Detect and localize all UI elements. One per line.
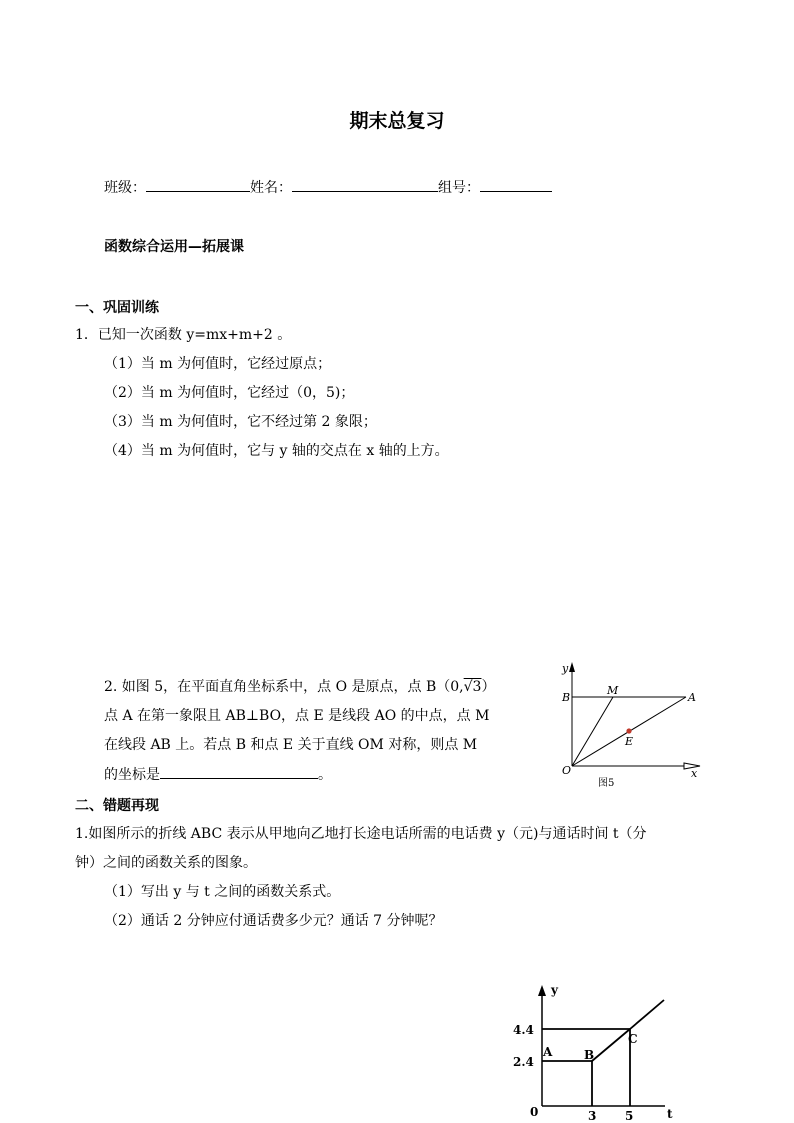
section-2-heading: 二、错题再现 — [75, 798, 159, 814]
ytick-2-4: 2.4 — [513, 1055, 534, 1069]
header-info-line — [104, 177, 552, 198]
xtick-3: 3 — [588, 1109, 597, 1123]
graph-y-label: y — [551, 983, 558, 997]
q1-part-3: （3）当 m 为何值时，它不经过第 2 象限； — [104, 414, 377, 430]
fig5-x-label: x — [691, 767, 698, 780]
q2-line-3: 在线段 AB 上。若点 B 和点 E 关于直线 OM 对称，则点 M — [104, 737, 478, 753]
fig5-label-a: A — [688, 691, 696, 704]
fig5-y-arrow — [569, 662, 575, 672]
group-blank[interactable] — [480, 177, 552, 192]
xtick-5: 5 — [625, 1109, 634, 1123]
sqrt-three: √3 — [463, 679, 482, 695]
phone-fee-graph — [500, 982, 690, 1123]
xtick-0: 0 — [530, 1105, 539, 1119]
fig5-label-e: E — [625, 735, 634, 748]
q2-line-2: 点 A 在第一象限且 AB⊥BO，点 E 是线段 AO 的中点，点 M — [104, 708, 490, 724]
graph-t-label: t — [667, 1107, 673, 1121]
class-blank[interactable] — [146, 177, 250, 192]
q2-line-1-close: ） — [481, 679, 496, 695]
segment-bc — [592, 1029, 630, 1061]
ray-after-c — [630, 1000, 664, 1029]
q2-line-4 — [104, 764, 332, 785]
name-blank[interactable] — [292, 177, 438, 192]
q1-part-1: （1）当 m 为何值时，它经过原点； — [104, 356, 332, 372]
s2-q1-part-1: （1）写出 y 与 t 之间的函数关系式。 — [104, 884, 341, 900]
s2-q1-part-2: （2）通话 2 分钟应付通话费多少元？通话 7 分钟呢？ — [104, 913, 443, 929]
section-1-heading: 一、巩固训练 — [75, 300, 159, 316]
ytick-4-4: 4.4 — [513, 1023, 534, 1037]
q2-line-4-text: 的坐标是 — [104, 767, 160, 783]
q1-part-2: （2）当 m 为何值时，它经过（0，5)； — [104, 385, 355, 401]
fig5-y-label: y — [562, 662, 569, 675]
point-label-b: B — [584, 1048, 595, 1062]
fig5-label-m: M — [607, 684, 619, 697]
q1-part-4: （4）当 m 为何值时，它与 y 轴的交点在 x 轴的上方。 — [104, 443, 449, 459]
point-e-dot — [626, 728, 631, 733]
answer-blank[interactable] — [160, 764, 318, 779]
q2-line-1 — [104, 677, 495, 697]
fig5-label-b: B — [562, 691, 571, 704]
graph-y-arrow — [538, 985, 546, 996]
class-label: 班级： — [104, 180, 146, 196]
point-label-c: C — [628, 1032, 638, 1046]
point-label-a: A — [543, 1045, 553, 1059]
q2-line-4-end: 。 — [318, 767, 332, 783]
figure-5-diagram — [548, 660, 708, 792]
name-label: 姓名： — [250, 180, 292, 196]
q2-line-1-text: 2. 如图 5，在平面直角坐标系中，点 O 是原点，点 B（0, — [104, 679, 464, 695]
fig5-label-o: O — [562, 764, 572, 777]
fig5-caption: 图5 — [598, 778, 615, 789]
s2-q1-line-2: 钟）之间的函数关系的图象。 — [75, 855, 257, 871]
group-label: 组号： — [438, 180, 480, 196]
q1-stem: 1．已知一次函数 y=mx+m+2 。 — [75, 327, 292, 343]
lesson-subtitle: 函数综合运用—拓展课 — [104, 239, 244, 255]
segment-om — [572, 697, 613, 766]
s2-q1-line-1: 1.如图所示的折线 ABC 表示从甲地向乙地打长途电话所需的电话费 y（元)与通话时间 t（分 — [75, 826, 647, 842]
page-title: 期末总复习 — [349, 110, 445, 132]
